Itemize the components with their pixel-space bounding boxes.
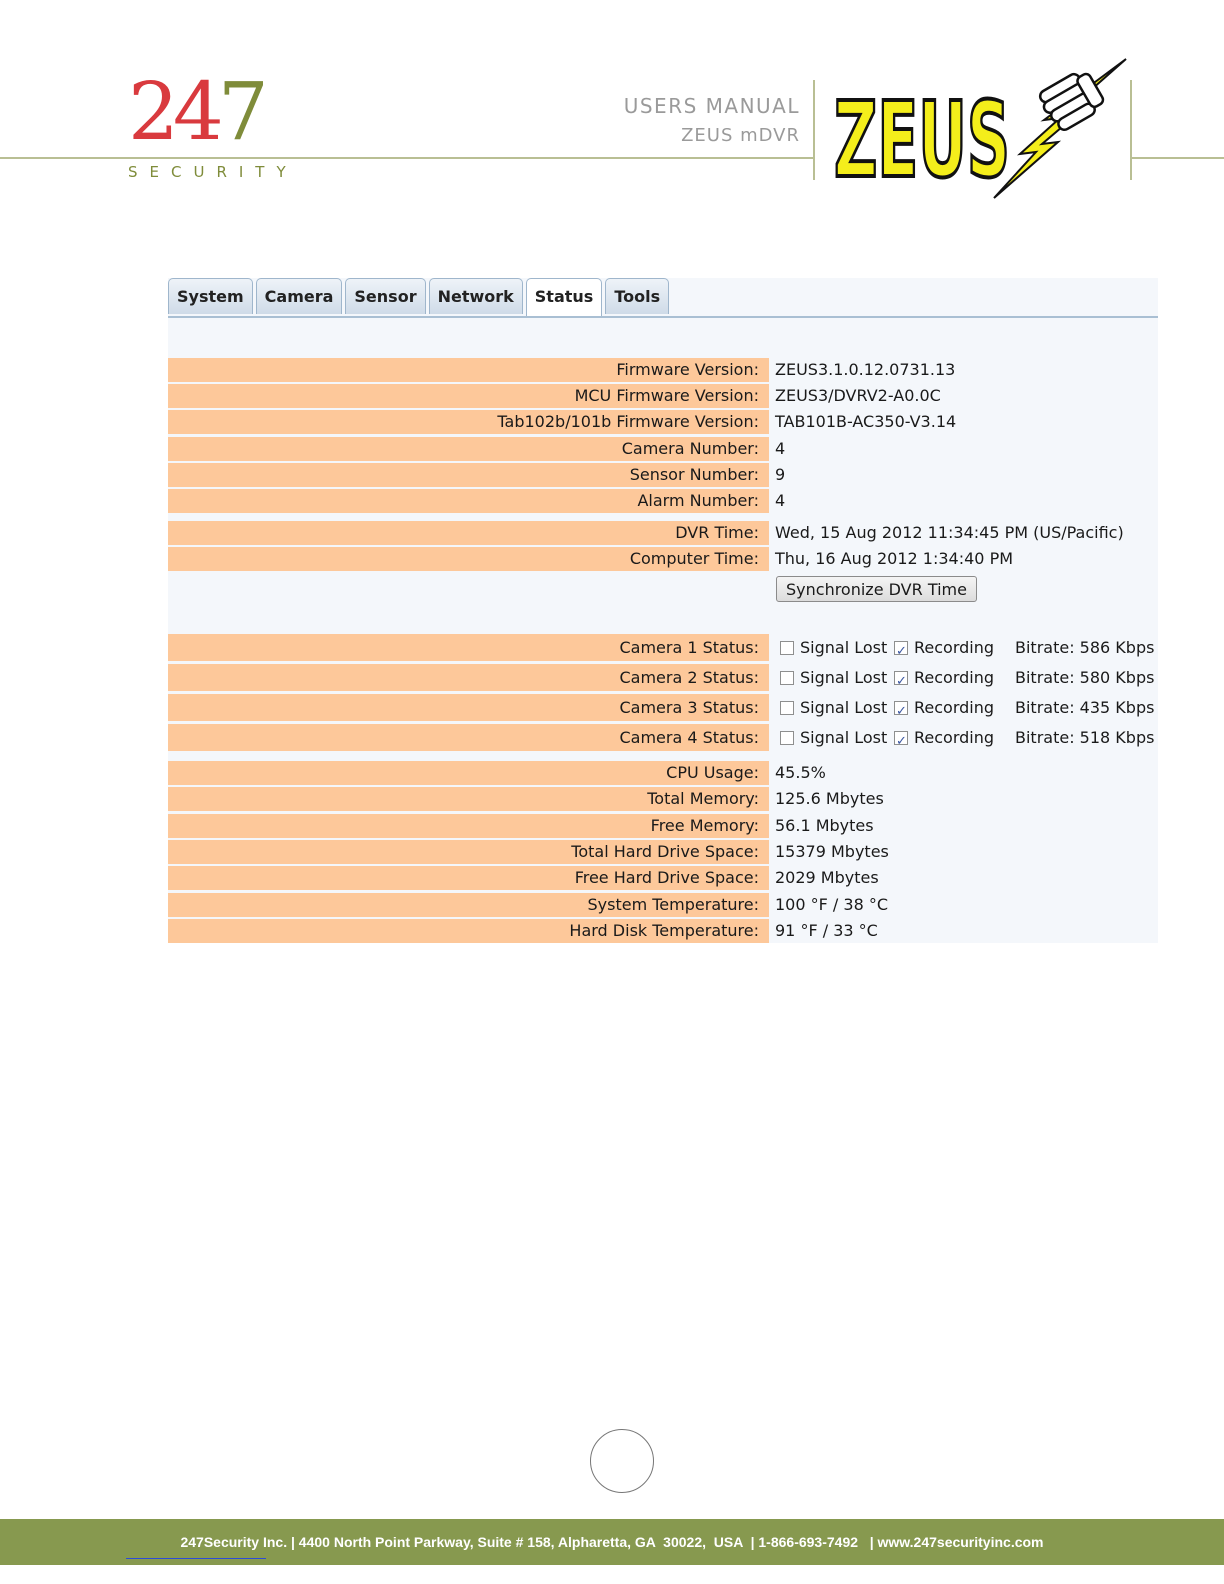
free-hard-drive-row xyxy=(168,866,1158,890)
camera-number-value: 4 xyxy=(775,439,786,458)
signal-lost-label: Signal Lost xyxy=(800,698,888,717)
recording-label: Recording xyxy=(914,668,995,687)
tab-status[interactable]: Status xyxy=(526,278,603,316)
computer-time-row xyxy=(168,547,1158,571)
logo-security-text: SECURITY xyxy=(128,163,302,181)
page-number-circle xyxy=(590,1429,654,1493)
logo-247: 247 xyxy=(128,65,263,158)
dvr-time-value: Wed, 15 Aug 2012 11:34:45 PM (US/Pacific) xyxy=(775,523,1124,542)
mcu-firmware-label: MCU Firmware Version: xyxy=(168,384,769,408)
zeus-logo xyxy=(830,56,1130,201)
camera-1-recording-checkbox[interactable] xyxy=(894,641,908,655)
mcu-firmware-row xyxy=(168,384,1158,408)
camera-1-status-label: Camera 1 Status: xyxy=(168,634,769,661)
system-temperature-label: System Temperature: xyxy=(168,893,769,917)
camera-1-signal-lost-checkbox[interactable] xyxy=(780,641,794,655)
system-temperature-row xyxy=(168,893,1158,917)
tab-sensor[interactable]: Sensor xyxy=(345,278,425,314)
tab-tools[interactable]: Tools xyxy=(605,278,669,314)
system-temperature-value: 100 °F / 38 °C xyxy=(775,895,889,914)
camera-2-signal-lost-checkbox[interactable] xyxy=(780,671,794,685)
svg-text:ZEUS: ZEUS xyxy=(834,79,1010,201)
mcu-firmware-value: ZEUS3/DVRV2-A0.0C xyxy=(775,386,941,405)
manual-subtitle: ZEUS mDVR xyxy=(681,125,800,146)
tab-network[interactable]: Network xyxy=(429,278,523,314)
recording-label: Recording xyxy=(914,728,995,747)
tab-firmware-label: Tab102b/101b Firmware Version: xyxy=(168,410,769,434)
hard-disk-temperature-row xyxy=(168,919,1158,943)
camera-3-status-value xyxy=(775,694,1154,721)
camera-4-signal-lost-checkbox[interactable] xyxy=(780,731,794,745)
firmware-version-row xyxy=(168,358,1158,382)
camera-2-bitrate: Bitrate: 580 Kbps xyxy=(1015,668,1155,687)
lightning-fist-icon xyxy=(994,59,1126,198)
footer-link-underline xyxy=(126,1558,266,1559)
alarm-number-row xyxy=(168,489,1158,513)
free-hard-drive-value: 2029 Mbytes xyxy=(775,868,879,887)
hard-disk-temperature-value: 91 °F / 33 °C xyxy=(775,921,878,940)
cpu-usage-row xyxy=(168,761,1158,785)
signal-lost-label: Signal Lost xyxy=(800,668,888,687)
dvr-time-row xyxy=(168,521,1158,545)
computer-time-label: Computer Time: xyxy=(168,547,769,571)
camera-2-status-label: Camera 2 Status: xyxy=(168,664,769,691)
tab-firmware-value: TAB101B-AC350-V3.14 xyxy=(775,412,957,431)
header-rule-right xyxy=(1132,157,1224,159)
recording-label: Recording xyxy=(914,698,995,717)
camera-3-status-label: Camera 3 Status: xyxy=(168,694,769,721)
camera-3-status-row xyxy=(168,694,1158,718)
camera-3-signal-lost-checkbox[interactable] xyxy=(780,701,794,715)
header-separator-right xyxy=(1130,80,1132,180)
free-hard-drive-label: Free Hard Drive Space: xyxy=(168,866,769,890)
camera-2-recording-checkbox[interactable] xyxy=(894,671,908,685)
camera-4-status-row xyxy=(168,724,1158,748)
free-memory-label: Free Memory: xyxy=(168,814,769,838)
footer-contact-text: 247Security Inc. | 4400 North Point Parkway, Suite # 158, Alpharetta, GA 30022, USA | 1-866-693-7492 | www.247securityinc.com xyxy=(180,1534,1044,1550)
camera-2-status-value xyxy=(775,664,1154,691)
camera-3-recording-checkbox[interactable] xyxy=(894,701,908,715)
sensor-number-label: Sensor Number: xyxy=(168,463,769,487)
dvr-time-label: DVR Time: xyxy=(168,521,769,545)
tab-bar xyxy=(168,278,1158,318)
total-memory-value: 125.6 Mbytes xyxy=(775,789,884,808)
status-panel xyxy=(168,278,1158,943)
camera-1-status-row xyxy=(168,634,1158,658)
free-memory-row xyxy=(168,814,1158,838)
camera-3-bitrate: Bitrate: 435 Kbps xyxy=(1015,698,1155,717)
camera-2-status-row xyxy=(168,664,1158,688)
hard-disk-temperature-label: Hard Disk Temperature: xyxy=(168,919,769,943)
signal-lost-label: Signal Lost xyxy=(800,728,888,747)
alarm-number-value: 4 xyxy=(775,491,786,510)
alarm-number-label: Alarm Number: xyxy=(168,489,769,513)
header-rule-left xyxy=(0,157,815,159)
tab-system[interactable]: System xyxy=(168,278,253,314)
camera-1-bitrate: Bitrate: 586 Kbps xyxy=(1015,638,1155,657)
total-memory-label: Total Memory: xyxy=(168,787,769,811)
camera-4-recording-checkbox[interactable] xyxy=(894,731,908,745)
cpu-usage-value: 45.5% xyxy=(775,763,826,782)
signal-lost-label: Signal Lost xyxy=(800,638,888,657)
sensor-number-value: 9 xyxy=(775,465,786,484)
firmware-version-value: ZEUS3.1.0.12.0731.13 xyxy=(775,360,956,379)
total-hard-drive-row xyxy=(168,840,1158,864)
total-hard-drive-value: 15379 Mbytes xyxy=(775,842,889,861)
camera-4-status-label: Camera 4 Status: xyxy=(168,724,769,751)
computer-time-value: Thu, 16 Aug 2012 1:34:40 PM xyxy=(775,549,1014,568)
header-separator-left xyxy=(813,80,815,180)
tab-camera[interactable]: Camera xyxy=(256,278,343,314)
synchronize-dvr-time-button[interactable]: Synchronize DVR Time xyxy=(776,576,977,602)
camera-number-row xyxy=(168,437,1158,461)
camera-4-status-value xyxy=(775,724,1154,751)
firmware-version-label: Firmware Version: xyxy=(168,358,769,382)
sensor-number-row xyxy=(168,463,1158,487)
camera-1-status-value xyxy=(775,634,1154,661)
free-memory-value: 56.1 Mbytes xyxy=(775,816,874,835)
total-hard-drive-label: Total Hard Drive Space: xyxy=(168,840,769,864)
camera-4-bitrate: Bitrate: 518 Kbps xyxy=(1015,728,1155,747)
camera-number-label: Camera Number: xyxy=(168,437,769,461)
tab-firmware-row xyxy=(168,410,1158,434)
cpu-usage-label: CPU Usage: xyxy=(168,761,769,785)
total-memory-row xyxy=(168,787,1158,811)
manual-title: USERS MANUAL xyxy=(623,94,800,118)
recording-label: Recording xyxy=(914,638,995,657)
